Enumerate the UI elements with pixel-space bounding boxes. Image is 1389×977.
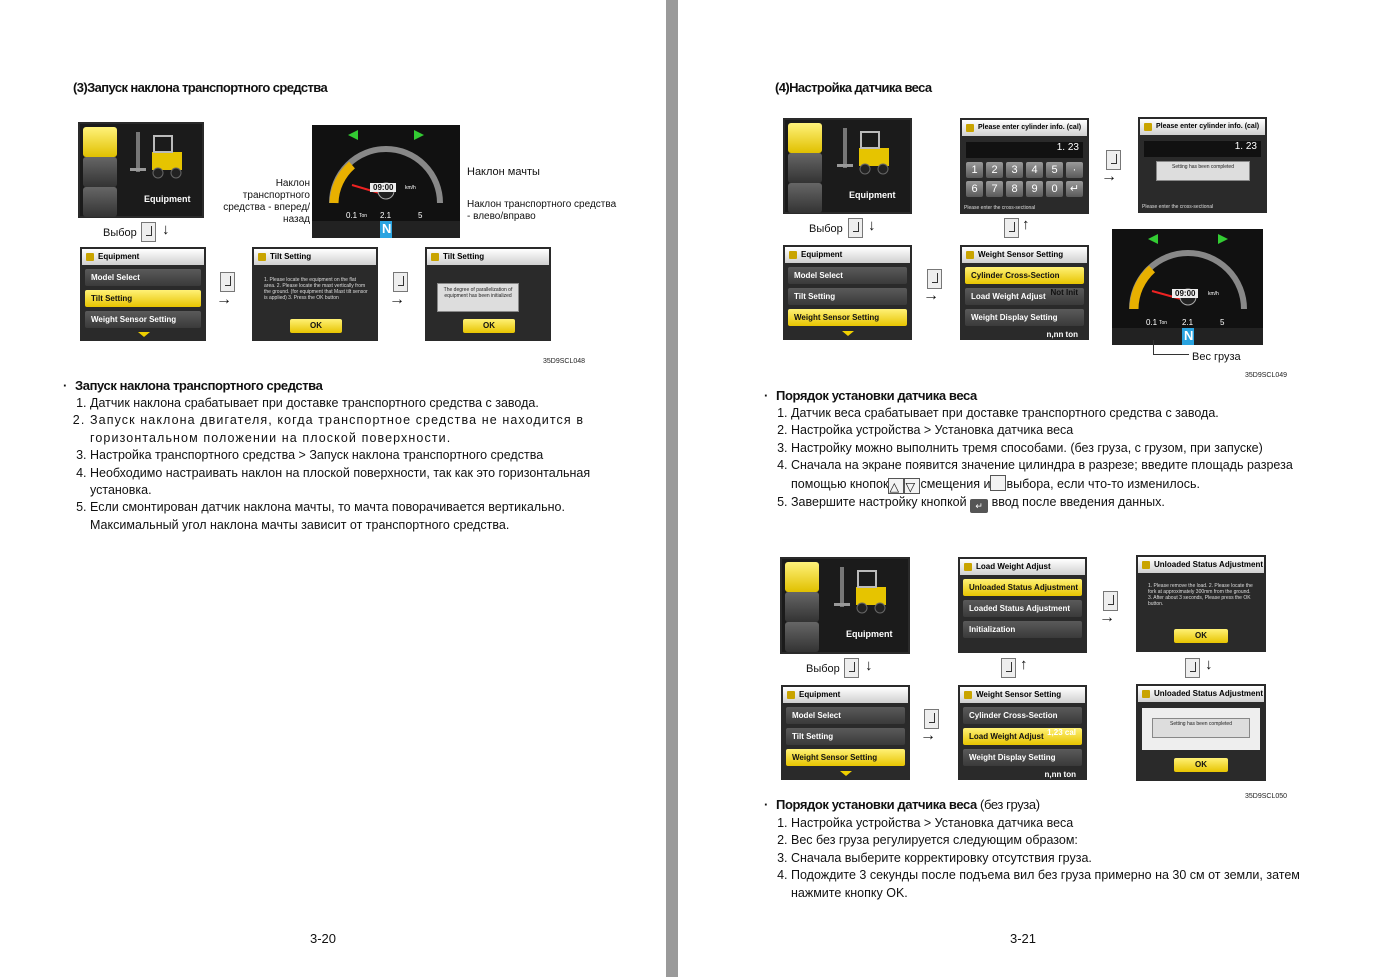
equipment-menu-screen: [783, 245, 912, 340]
equipment-label: Equipment: [846, 629, 893, 639]
keypad-key[interactable]: ↵: [1066, 181, 1083, 197]
steps-list: [776, 405, 1311, 513]
item-value: n,nn ton: [1044, 770, 1076, 779]
step: 1. Датчик наклона срабатывает при доставке транспортного средства с завода.: [90, 395, 610, 412]
menu-item-weight-sensor[interactable]: Weight Sensor Setting: [786, 749, 905, 766]
tilt-setting-header: Tilt Setting: [254, 249, 376, 265]
menu-item-model-select[interactable]: Model Select: [786, 707, 905, 724]
enter-button-icon: [927, 269, 942, 289]
enter-button-icon: [844, 658, 859, 678]
ok-button[interactable]: OK: [290, 319, 342, 333]
enter-button-icon: ↵: [970, 499, 988, 513]
front-back-tilt-label: Наклон транспортного средства - вперед/назад: [223, 178, 310, 225]
step: 2. Запуск наклона двигателя, когда транспортное средства не находится в горизонтальном положении на плоской поверхности.: [90, 412, 610, 447]
display-tile-icon: [788, 183, 822, 213]
arrow-up-icon: ↑: [1022, 216, 1030, 233]
usa-instructions: 1. Please remove the load. 2. Please locate the fork at approximately 300mm from the ground. 3. After about 3 seconds, Please press the OK button.: [1148, 583, 1253, 607]
step: 1. Настройка устройства > Установка датчика веса: [791, 815, 1311, 832]
load-value: 0.1: [1146, 318, 1158, 327]
menu-item-loaded-adjust[interactable]: Loaded Status Adjustment: [963, 600, 1082, 617]
unloaded-complete-screen: [1136, 684, 1266, 781]
menu-item-weight-sensor[interactable]: Weight Sensor Setting: [85, 311, 201, 328]
step-text: помощью кнопок: [791, 476, 889, 491]
bullet-title-text: Запуск наклона транспортного средства: [75, 378, 323, 393]
arrow-right-icon: →: [389, 291, 405, 308]
steps-list: [776, 815, 1311, 902]
menu-item-weight-display[interactable]: [965, 309, 1084, 339]
ok-button[interactable]: OK: [463, 319, 515, 333]
keypad-key[interactable]: 1: [966, 162, 983, 178]
scroll-down-icon: [840, 771, 852, 776]
up-arrow-button-icon: △: [888, 478, 904, 494]
figure-code: 35D9SCL048: [543, 358, 586, 365]
completed-dialog: Setting has been completed: [1156, 161, 1250, 181]
cylinder-value: 1. 23: [1144, 141, 1261, 157]
tools-tile-icon: [785, 592, 819, 622]
page-gutter: [666, 0, 678, 977]
speed-unit: km/h: [1208, 291, 1219, 297]
arrow-down-icon: ↓: [868, 217, 876, 234]
weight-sensor-screen: [960, 245, 1089, 340]
lwa-header: Load Weight Adjust: [960, 559, 1085, 575]
enter-button-icon: [220, 272, 235, 292]
enter-button-icon: [393, 272, 408, 292]
keypad-key[interactable]: 8: [1006, 181, 1023, 197]
arrow-right-icon: →: [920, 727, 936, 744]
scroll-down-icon: [138, 332, 150, 337]
equipment-screen: [783, 118, 912, 214]
cylinder-complete-screen: [1138, 117, 1267, 213]
tools-tile-icon: [788, 153, 822, 183]
keypad-key[interactable]: 0: [1046, 181, 1063, 197]
item-label: Weight Display Setting: [969, 753, 1056, 762]
menu-item-tilt-setting[interactable]: Tilt Setting: [786, 728, 905, 745]
keypad-key[interactable]: 7: [986, 181, 1003, 197]
step: 4. Подождите 3 секунды после подъема вил без груза примерно на 30 см от земли, затем нажмите кнопку OK.: [791, 867, 1311, 902]
tilt-dialog-screen: [425, 247, 551, 341]
side-tilt-label: Наклон транспортного средства - влево/вправо: [467, 199, 617, 222]
section-title: (3)Запуск наклона транспортного средства: [73, 80, 328, 95]
select-label: Выбор: [809, 223, 843, 235]
bullet-title-suffix: (без груза): [980, 797, 1040, 812]
keypad-key[interactable]: 9: [1026, 181, 1043, 197]
arrow-right-icon: →: [216, 291, 232, 308]
load-value: 0.1: [346, 211, 358, 220]
equipment-menu-screen: [80, 247, 206, 341]
tilt-setting-screen: [252, 247, 378, 341]
km-value: 5: [418, 211, 423, 220]
step: 3. Настройку можно выполнить тремя способами. (без груза, с грузом, при запуске): [791, 440, 1311, 457]
weight-sensor-header: Weight Sensor Setting: [960, 687, 1085, 703]
dashboard-gauge: [312, 125, 460, 238]
initialized-dialog: The degree of parallelization of equipment has been initialized: [437, 283, 519, 312]
forklift-tile-icon: [785, 562, 819, 592]
tools-tile-icon: [83, 157, 117, 187]
enter-button-icon: [141, 222, 156, 242]
menu-item-tilt-setting[interactable]: Tilt Setting: [788, 288, 907, 305]
cylinder-footer: Please enter the cross-sectional: [964, 205, 1036, 211]
select-button-icon: [990, 475, 1006, 491]
page-number: 3-20: [310, 931, 337, 946]
select-label: Выбор: [103, 227, 137, 239]
tilt-setting-header: Tilt Setting: [427, 249, 549, 265]
item-label: Weight Display Setting: [971, 313, 1058, 322]
arrow-right-icon: →: [1101, 168, 1117, 185]
forklift-icon: [834, 565, 894, 617]
right-page: [678, 0, 1389, 977]
menu-item-unloaded-adjust[interactable]: Unloaded Status Adjustment: [963, 579, 1082, 596]
ok-button[interactable]: OK: [1174, 758, 1228, 772]
speed-unit: km/h: [405, 185, 416, 191]
menu-item-model-select[interactable]: Model Select: [788, 267, 907, 284]
forklift-tile-icon: [83, 127, 117, 157]
select-label: Выбор: [806, 663, 840, 675]
keypad-key[interactable]: ·: [1066, 162, 1083, 178]
bullet-title: · Порядок установки датчика веса (без груза): [764, 797, 1040, 812]
down-arrow-button-icon: ▽: [904, 478, 920, 494]
enter-button-icon: [1001, 658, 1016, 678]
menu-item-weight-sensor[interactable]: Weight Sensor Setting: [788, 309, 907, 326]
step: 5. Если смонтирован датчик наклона мачты, то мачта поворачивается вертикально. Максимальный угол наклона мачты зависит от транспортного средства.: [90, 499, 610, 534]
item-label: Load Weight Adjust: [971, 292, 1046, 301]
keypad-key[interactable]: 6: [966, 181, 983, 197]
menu-item-tilt-setting[interactable]: Tilt Setting: [85, 290, 201, 307]
item-label: Cylinder Cross-Section: [969, 711, 1058, 720]
km-value: 5: [1220, 318, 1225, 327]
clock-display: 09:00: [370, 183, 396, 192]
scroll-down-icon: [842, 331, 854, 336]
step: 3. Настройка транспортного средства > Запуск наклона транспортного средства: [90, 447, 610, 464]
load-weight-adjust-screen: [958, 557, 1087, 653]
step-text: Завершите настройку кнопкой: [791, 494, 967, 509]
equipment-menu-screen: [781, 685, 910, 780]
arrow-right-icon: →: [923, 287, 939, 304]
step-text: Сначала на экране появится значение цилиндра в разрезе; введите площадь разреза: [791, 458, 1293, 473]
arrow-down-icon: ↓: [1205, 656, 1213, 673]
clock-display: 09:00: [1172, 289, 1198, 298]
menu-header: Equipment: [783, 687, 908, 703]
bullet-title-text: Порядок установки датчика веса: [776, 797, 977, 812]
cylinder-value: 1. 23: [966, 142, 1083, 158]
step: 3. Сначала выберите корректировку отсутствия груза.: [791, 850, 1311, 867]
step: 1. Датчик веса срабатывает при доставке транспортного средства с завода.: [791, 405, 1311, 422]
enter-button-icon: [1185, 658, 1200, 678]
step-text: ввод после введения данных.: [991, 494, 1165, 509]
menu-header: Equipment: [785, 247, 910, 263]
completed-dialog: Setting has been completed: [1152, 718, 1250, 738]
enter-button-icon: [1106, 150, 1121, 170]
keypad-key[interactable]: 5: [1046, 162, 1063, 178]
weight-sensor-header: Weight Sensor Setting: [962, 247, 1087, 263]
item-value: 1,23 cal: [1047, 728, 1076, 737]
hour-value: 2.1: [1182, 318, 1194, 327]
step: 2. Вес без груза регулируется следующим образом:: [791, 832, 1311, 849]
arrow-right-icon: →: [1099, 609, 1115, 626]
weight-label: Вес груза: [1192, 351, 1241, 363]
figure-code: 35D9SCL050: [1245, 793, 1288, 800]
left-page: [0, 0, 666, 977]
item-value: n,nn ton: [1046, 330, 1078, 339]
step-text: смещения и: [920, 476, 991, 491]
weight-sensor-screen: [958, 685, 1087, 780]
hour-value: 2.1: [380, 211, 392, 220]
section-title: (4)Настройка датчика веса: [775, 80, 932, 95]
gear-indicator: N: [382, 221, 392, 236]
item-label: Cylinder Cross-Section: [971, 271, 1060, 280]
step: 2. Настройка устройства > Установка датчика веса: [791, 422, 1311, 439]
menu-item-weight-display[interactable]: [963, 749, 1082, 779]
cylinder-header: Please enter cylinder info. (cal): [962, 120, 1087, 136]
keypad-key[interactable]: 3: [1006, 162, 1023, 178]
usa-header: Unloaded Status Adjustment: [1138, 686, 1264, 702]
load-unit: Ton: [359, 213, 368, 219]
arrow-down-icon: ↓: [162, 221, 170, 238]
unloaded-adjust-screen: [1136, 555, 1266, 652]
equipment-label: Equipment: [849, 190, 896, 200]
forklift-tile-icon: [788, 123, 822, 153]
item-label: Load Weight Adjust: [969, 732, 1044, 741]
ok-button[interactable]: OK: [1174, 629, 1228, 643]
display-tile-icon: [785, 622, 819, 652]
dashboard-gauge: [1112, 229, 1263, 345]
menu-item-initialization[interactable]: Initialization: [963, 621, 1082, 638]
bullet-title: · Запуск наклона транспортного средства: [63, 378, 323, 393]
menu-header: Equipment: [82, 249, 204, 265]
keypad-key[interactable]: 4: [1026, 162, 1043, 178]
bullet-title: · Порядок установки датчика веса: [764, 388, 977, 403]
usa-header: Unloaded Status Adjustment: [1138, 557, 1264, 573]
load-unit: Ton: [1159, 320, 1168, 326]
equipment-screen: [78, 122, 204, 218]
step: [791, 494, 1311, 513]
leader-line: [1153, 354, 1189, 355]
mast-tilt-label: Наклон мачты: [467, 166, 540, 178]
display-tile-icon: [83, 187, 117, 217]
enter-button-icon: [1004, 218, 1019, 238]
leader-line: [1153, 340, 1154, 354]
equipment-screen: [780, 557, 910, 654]
arrow-up-icon: ↑: [1020, 656, 1028, 673]
menu-item-model-select[interactable]: Model Select: [85, 269, 201, 286]
cylinder-header: Please enter cylinder info. (cal): [1140, 119, 1265, 135]
steps-list: [75, 395, 610, 534]
page-number: 3-21: [1010, 931, 1037, 946]
enter-button-icon: [848, 218, 863, 238]
step-text: выбора, если что-то изменилось.: [1006, 476, 1200, 491]
enter-button-icon: [1103, 591, 1118, 611]
step: 4. Необходимо настраивать наклон на плоской поверхности, так как это горизонтальная установка.: [90, 465, 610, 500]
tilt-instructions: 1. Please locate the equipment on the flat area. 2. Please locate the mast vertically from the ground. (for equipment that Mast tilt sensor is applied) 3. Press the OK button: [264, 277, 368, 301]
gear-indicator: N: [1184, 328, 1194, 343]
cylinder-info-screen: [960, 118, 1089, 214]
enter-button-icon: [924, 709, 939, 729]
cylinder-footer: Please enter the cross-sectional: [1142, 204, 1214, 210]
forklift-icon: [130, 130, 190, 182]
bullet-title-text: Порядок установки датчика веса: [776, 388, 977, 403]
item-value: Not Init: [1050, 288, 1078, 297]
equipment-label: Equipment: [144, 194, 191, 204]
arrow-down-icon: ↓: [865, 657, 873, 674]
keypad-key[interactable]: 2: [986, 162, 1003, 178]
forklift-icon: [837, 126, 897, 178]
step: [791, 457, 1311, 493]
figure-code: 35D9SCL049: [1245, 372, 1288, 379]
